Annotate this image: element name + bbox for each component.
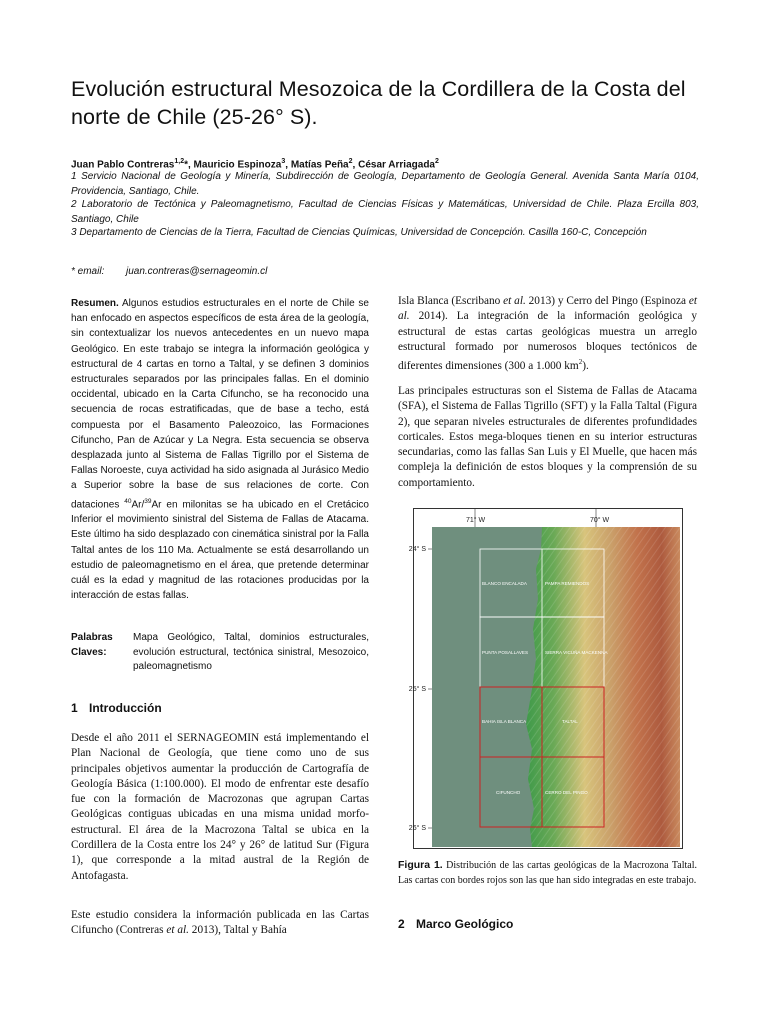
text-run: Isla Blanca (Escribano [398,295,504,307]
latitude-label: 26° S [408,825,426,832]
abstract-label: Resumen. [71,298,119,309]
section-title: Marco Geológico [416,917,514,931]
author-affiliation-mark: 2 [434,158,439,165]
author-affiliation-mark: 2 [348,158,353,165]
sheet-label: SIERRA VICUÑA MACKENNA [545,650,608,655]
text-run: 2013) y Cerro del Pingo (Espinoza [525,295,689,307]
text-run-italic: et al. [503,295,526,307]
email-label: * email: [71,266,105,277]
right-paragraph-1 [398,294,697,374]
isotope-symbol: Ar/ [131,498,145,510]
section-title: Introducción [89,701,162,715]
sheet-label: BLANCO ENCALADA [482,581,527,586]
latitude-label: 24° S [408,546,426,553]
text-run-italic: et al. [398,295,697,323]
right-paragraph-2: Las principales estructuras son el Sistema de Fallas de Atacama (SFA), el Sistema de Fallas Tigrillo (SFT) y la Falla Taltal (Figura 2), que separan niveles estructurales de diferentes profundidades corticales. Estos mega-bloques tienen en su interior estructuras secundarias, como las fallas San Luis y El Muelle, que hacen más compleja la definición de estos bloques y la comprensión de su comportamiento. [398,385,697,489]
sheet-label: CERRO DEL PINGO [545,790,588,795]
isotope-mass: 39 [144,497,152,505]
section-heading-introduccion [71,701,162,715]
longitude-label: 71° W [466,517,486,524]
author-separator: , [352,159,359,171]
author: Mauricio Espinoza [193,159,282,171]
sheet-label: TALTAL [562,719,578,724]
author: César Arriagada [358,159,435,171]
sheet-label: BAHIA ISLA BLANCA [482,719,527,724]
abstract-text: Ar en milonitas se ha ubicado en el Cretácico Inferior el movimiento sinistral del Sistema de Fallas de Atacama. Este último ha sido desplazado con cinemática sinistral por la Falla Taltal antes de los 110 Ma. Actualmente se está desarrollando un estudio de paleomagnetismo en el área, que pretende determinar cuál es la edad y magnitud de las rotaciones producidas por la interacción de estas fallas. [71,498,369,602]
author-affiliation-mark: 3 [281,158,286,165]
abstract [71,296,369,603]
caption-text: Distribución de las cartas geológicas de la Macrozona Taltal. Las cartas con bordes rojos son las que han sido integradas en este trabajo. [398,860,697,886]
longitude-label: 70° W [590,517,610,524]
abstract-text: Algunos estudios estructurales en el norte de Chile se han enfocado en aspectos específicos de esta área de la geología, sin contextualizar los nuevos antecedentes en un nuevo mapa Geológico. En este trabajo se integra la información geológica y estructural de 4 cartas en torno a Taltal, y se definen 3 dominios estructurales separados por las principales fallas. En el dominio occidental, ubicado en la Carta Cifuncho, se ha reconocido una secuencia de rocas estratificadas, que de base a techo, está compuesta por el Basamento Paleozoico, las Formaciones Cifuncho, Pan de Azúcar y La Negra. Esta secuencia se observa desplazada junto al Sistema de Fallas Tigrillo por el Sistema de Fallas Noroeste, cuya actividad ha sido asignada al Jurásico Medio a Superior sobre la base de sus relaciones de corte. Con dataciones [71,298,369,510]
author-affiliation-mark: 1,2 [174,158,185,165]
relief-map [408,509,682,848]
intro-paragraph-2 [71,908,369,939]
keywords-text: Mapa Geológico, Taltal, dominios estructurales, evolución estructural, tectónica sinistral, Mesozoico, paleomagnetismo [133,632,369,672]
figure-1-map [408,508,683,849]
paper-title: Evolución estructural Mesozoica de la Cordillera de la Costa del norte de Chile (25-26° S). [71,77,686,129]
text-run-italic: et al. [166,924,189,937]
author: Juan Pablo Contreras [71,159,175,171]
keywords [71,631,369,675]
section-number: 1 [71,701,78,715]
text-run: 2014). La integración de la información geológica y estructural de estas cartas geológicas muestra un arreglo estructural formado por numerosos bloques tectónicos de diferentes dimensiones (300 a 1.000 km [398,310,697,372]
section-heading-marco-geologico [398,917,513,931]
sheet-label: PAMPA REMIENDOS [545,581,590,586]
email-address[interactable]: juan.contreras@sernageomin.cl [126,266,268,277]
contact-email [71,266,267,277]
text-run: ). [582,359,589,372]
figure-caption [398,858,697,888]
sheet-label: CIFUNCHO [496,790,521,795]
author-separator: *, [184,159,194,171]
author: Matías Peña [290,159,349,171]
isotope-mass: 40 [124,497,132,505]
intro-paragraph-1: Desde el año 2011 el SERNAGEOMIN está implementando el Plan Nacional de Geología, que tiene como uno de sus principales objetivos aumentar la producción de Cartografía de Geología Básica (1:100.000). El modo de enfrentar este desafío fue con la formación de Macrozonas que agrupan Cartas Geológicas contiguas ubicadas en una misma unidad morfo-estructural. El área de la Macrozona Taltal se ubica en la Cordillera de la Costa entre los 24° y 26° de latitud Sur (Figura 1), que corresponde a la mitad austral de la Región de Antofagasta. [71,732,369,882]
sheet-label: PUNTA POSALLAVES [482,650,529,655]
affiliation-3: 3 Departamento de Ciencias de la Tierra, Facultad de Ciencias Químicas, Universidad de Concepción. Casilla 160-C, Concepción [71,227,647,238]
superscript: 2 [578,358,583,367]
latitude-label: 25° S [408,686,426,693]
author-separator: , [285,159,291,171]
affiliation-2: 2 Laboratorio de Tectónica y Paleomagnetismo, Facultad de Ciencias Físicas y Matemáticas, Universidad de Chile. Plaza Ercilla 803, Santiago, Chile [71,199,699,225]
text-run: Este estudio considera la información publicada en las Cartas Cifuncho (Contreras [71,909,369,937]
section-number: 2 [398,917,405,931]
text-run: 2013), Taltal y Bahía [188,924,287,937]
affiliation-1: 1 Servicio Nacional de Geología y Minería, Subdirección de Geología, Departamento de Geología General. Avenida Santa María 0104, Providencia, Santiago, Chile. [71,171,699,197]
keywords-label: Palabras Claves: [71,632,113,658]
caption-label: Figura 1. [398,859,443,871]
